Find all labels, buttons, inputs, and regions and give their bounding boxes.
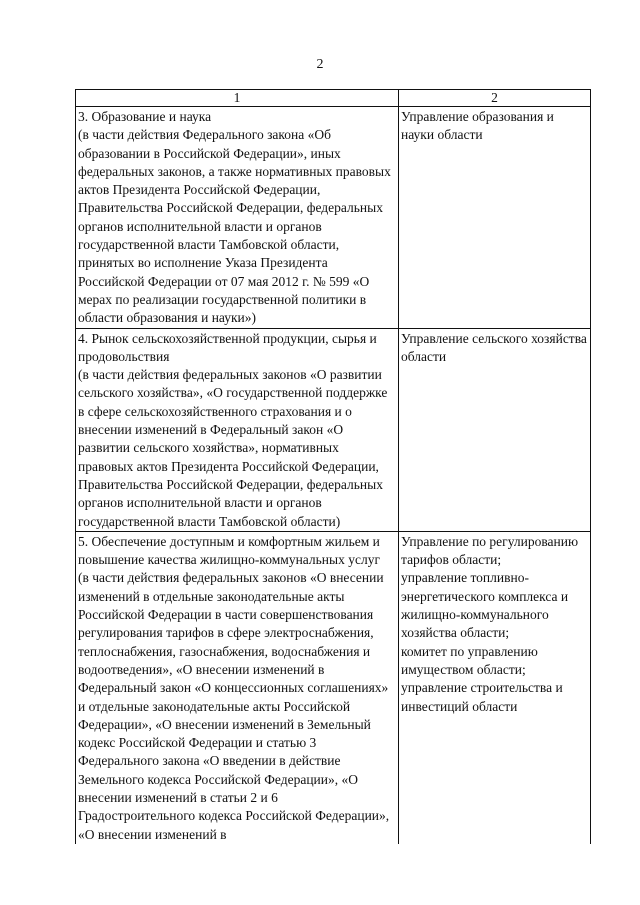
column-header-2: 2 (399, 90, 591, 107)
sphere-cell (76, 107, 399, 329)
page-number: 2 (316, 57, 324, 72)
table-row (76, 531, 591, 844)
table-row (76, 328, 591, 531)
table-row (76, 107, 591, 329)
authority-text: Управление образования и науки области (401, 109, 554, 143)
authority-cell (399, 328, 591, 531)
column-header-1: 1 (76, 90, 399, 107)
authority-text: Управление по регулированию тарифов области; управление топливно-энергетического комплекса и жилищно-коммунального хозяйства области; комитет по управлению имуществом области; управление строительства и инвестиций области (401, 533, 579, 714)
authority-cell (399, 531, 591, 844)
sphere-cell (76, 531, 399, 844)
sphere-text: 5. Обеспечение доступным и комфортным жильем и повышение качества жилищно-коммунальных услуг (в части действия федеральных законов «О внесении изменений в отдельные законодательные акты Российской Федерации в части совершенствования регулирования тарифов в сфере электроснабжения, теплоснабжения, газоснабжения, водоснабжения и водоотведения», «О внесении изменений в Федеральный закон «О концессионных соглашениях» и отдельные законодательные акты Российской Федерации», «О внесении изменений в Земельный кодекс Российской Федерации и статью 3 Федерального закона «О введении в действие Земельного кодекса Российской Федерации», «О внесении изменений в статьи 2 и 6 Градостроительного кодекса Российской Федерации», «О внесении изменений в (78, 533, 390, 842)
authority-text: Управление сельского хозяйства области (401, 330, 587, 364)
sphere-text: 3. Образование и наука (в части действия Федерального закона «Об образовании в Российской Федерации», иных федеральных законов, а также нормативных правовых актов Президента Российской Федерации, Правительства Российской Федерации, федеральных органов исполнительной власти и органов государственной власти Тамбовской области, принятых во исполнение Указа Президента Российской Федерации от 07 мая 2012 г. № 599 «О мерах по реализации государственной политики в области образования и науки») (78, 109, 391, 326)
responsibility-table (75, 89, 591, 844)
sphere-text: 4. Рынок сельскохозяйственной продукции, сырья и продовольствия (в части действия федеральных законов «О развитии сельского хозяйства», «О государственной поддержке в сфере сельскохозяйственного страхования и о внесении изменений в Федеральный закон «О развитии сельского хозяйства», нормативных правовых актов Президента Российской Федерации, Правительства Российской Федерации, федеральных органов исполнительной власти и органов государственной власти Тамбовской области) (78, 330, 388, 529)
table-header-row (76, 90, 591, 107)
sphere-cell (76, 328, 399, 531)
authority-cell (399, 107, 591, 329)
